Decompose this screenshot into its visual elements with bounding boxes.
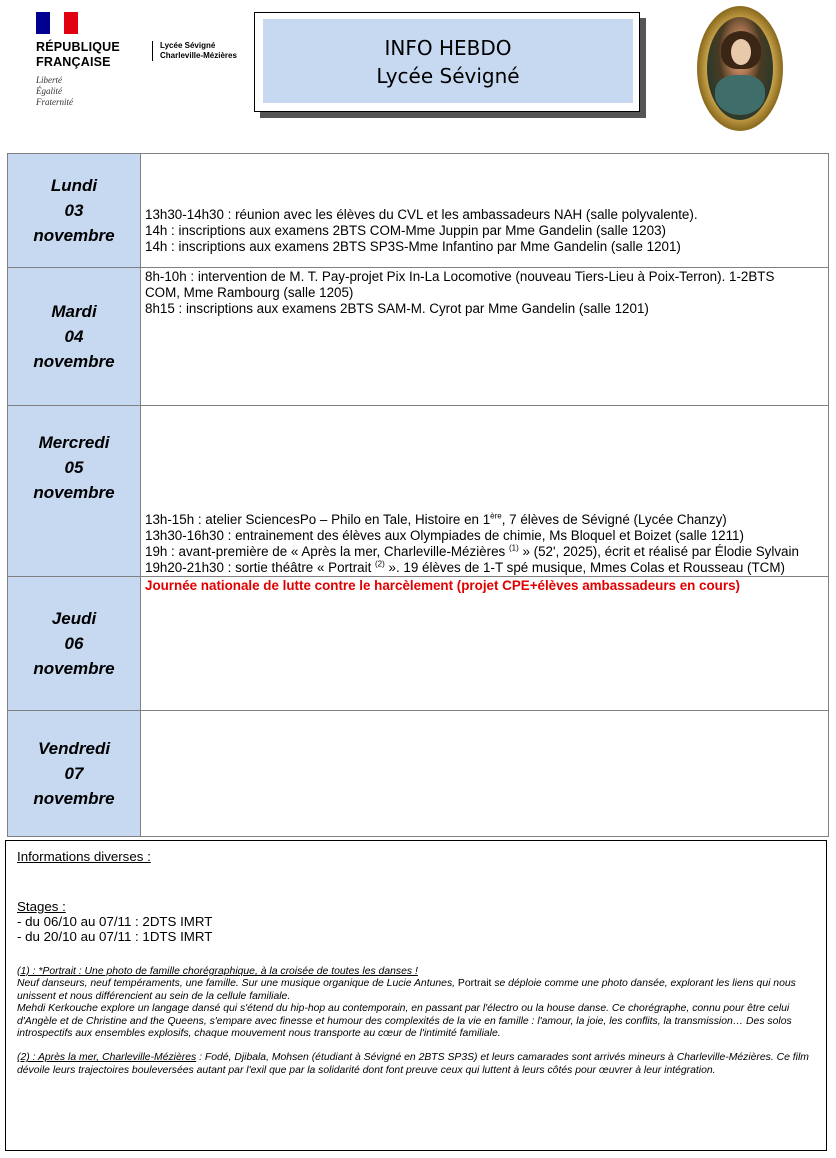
events-cell (141, 268, 829, 406)
title-info-hebdo: INFO HEBDO (384, 36, 512, 60)
events-cell (141, 406, 829, 577)
event-item: 13h30-16h30 : entrainement des élèves aux Olympiades de chimie, Ms Bloquel et Boizet (salle 1211) (145, 528, 744, 543)
day-row-mercredi (8, 406, 829, 577)
note1-body: Neuf danseurs, neuf tempéraments, une famille. Sur une musique organique de Lucie Antunes, Portrait se déploie comme une photo dansée, explorant les liens qui nous unissent et nous différencient au sein de la cellule familiale. (17, 978, 796, 1002)
day-month: novembre (33, 789, 115, 808)
day-name: Mardi (51, 302, 97, 321)
portrait-image (697, 6, 783, 131)
events-cell (141, 577, 829, 711)
day-month: novembre (33, 352, 115, 371)
school-name-line2: Charleville-Mézières (160, 51, 237, 60)
day-cell (8, 711, 141, 837)
day-row-jeudi (8, 577, 829, 711)
note2: (2) : Après la mer, Charleville-Mézières : Fodé, Djibala, Mohsen (étudiant à Sévigné en 2BTS SP3S) et leurs camarades sont arrivés mineurs à Charleville-Mézières. Ce film dévoile leurs trajectoires bouleversées autant par l'exil que par la solidarité dont font preuve ceux qui luttent à leurs côtés pour œuvrer à leur intégration. (17, 1052, 809, 1076)
day-month: novembre (33, 659, 115, 678)
event-item: Journée nationale de lutte contre le harcèlement (projet CPE+élèves ambassadeurs en cours) (145, 578, 740, 593)
event-item: 14h : inscriptions aux examens 2BTS SP3S-Mme Infantino par Mme Gandelin (salle 1201) (145, 239, 681, 254)
school-name (152, 41, 237, 61)
motto-egalite: Égalité (36, 86, 62, 96)
note1-title: (1) : *Portrait : Une photo de famille chorégraphique, à la croisée de toutes les danses ! (17, 966, 418, 977)
day-row-vendredi (8, 711, 829, 837)
events-cell (141, 154, 829, 268)
day-number: 03 (64, 201, 84, 220)
info-heading: Informations diverses : (17, 849, 151, 864)
day-number: 04 (64, 327, 84, 346)
motto-fraternite: Fraternité (36, 97, 73, 107)
info-diverses-box (5, 840, 827, 1151)
motto-liberte: Liberté (36, 75, 62, 85)
event-item: 8h-10h : intervention de M. T. Pay-projet Pix In-La Locomotive (nouveau Tiers-Lieu à Poix-Terron). 1-2BTS COM, Mme Rambourg (salle 1205) (145, 269, 775, 300)
day-cell (8, 268, 141, 406)
day-number: 06 (64, 634, 84, 653)
day-number: 07 (64, 764, 84, 783)
event-item: 13h30-14h30 : réunion avec les élèves du CVL et les ambassadeurs NAH (salle polyvalente). (145, 207, 698, 222)
event-item: 14h : inscriptions aux examens 2BTS COM-Mme Juppin par Mme Gandelin (salle 1203) (145, 223, 666, 238)
event-item: 19h20-21h30 : sortie théâtre « Portrait $^{(2)}$ ». 19 élèves de 1-T spé musique, Mmes Colas et Rousseau (TCM) (145, 559, 785, 575)
day-name: Vendredi (37, 739, 111, 758)
day-name: Mercredi (38, 433, 110, 452)
day-cell (8, 154, 141, 268)
events-cell (141, 711, 829, 837)
day-row-mardi (8, 268, 829, 406)
event-item: 19h : avant-première de « Après la mer, Charleville-Mézières $^{(1)}$ » (52', 2025), écrit et réalisé par Élodie Sylvain (145, 543, 799, 559)
event-item: 8h15 : inscriptions aux examens 2BTS SAM-M. Cyrot par Mme Gandelin (salle 1201) (145, 301, 649, 316)
republique-francaise-logo (36, 12, 146, 108)
stage-item: - du 06/10 au 07/11 : 2DTS IMRT (17, 914, 213, 929)
day-cell (8, 577, 141, 711)
day-name: Lundi (50, 176, 98, 195)
day-number: 05 (64, 458, 84, 477)
title-box (254, 12, 640, 112)
page-header (0, 0, 836, 150)
stage-item: - du 20/10 au 07/11 : 1DTS IMRT (17, 929, 213, 944)
stages-title: Stages : (17, 899, 66, 914)
day-month: novembre (33, 226, 115, 245)
title-lycee: Lycée Sévigné (376, 64, 520, 88)
rf-name-line2: FRANÇAISE (36, 55, 111, 69)
day-month: novembre (33, 483, 115, 502)
day-name: Jeudi (51, 609, 97, 628)
rf-name-line1: RÉPUBLIQUE (36, 40, 120, 54)
day-row-lundi (8, 154, 829, 268)
french-flag-icon (36, 12, 78, 34)
note1-body-2: Mehdi Kerkouche explore un langage dansé qui s'étend du hip-hop au contemporain, en passant par l'électro ou la house danse. Ce chorégraphe, connu pour être celui d'Angèle et de Christine and the Queens, s'empare avec finesse et humour des complexités de la vie en famille : l'amour, la joie, les conflits, la transmission… Des solos introspectifs aux ensembles explosifs, chaque mouvement nous transporte au cœur de l'intimité familiale. (17, 1003, 792, 1040)
weekly-schedule-table (7, 153, 829, 837)
school-name-line1: Lycée Sévigné (160, 41, 216, 50)
day-cell (8, 406, 141, 577)
event-item: 13h-15h : atelier SciencesPo – Philo en Tale, Histoire en 1ère, 7 élèves de Sévigné (Lycée Chanzy) (145, 511, 727, 527)
